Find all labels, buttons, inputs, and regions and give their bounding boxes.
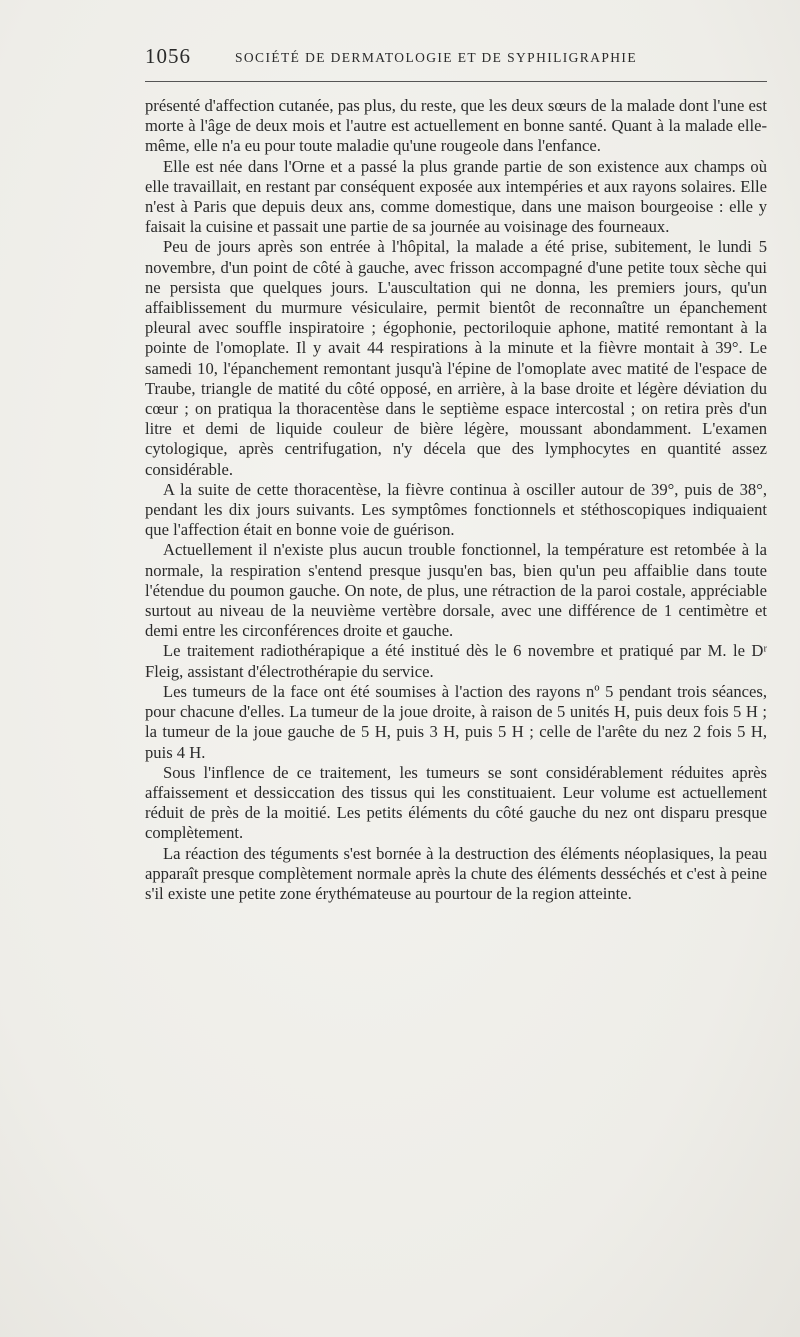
paragraph-origin: Elle est née dans l'Orne et a passé la plus grande partie de son existence aux champs où elle travaillait, en restant par conséquent exposée aux intempéries et aux rayons solaires. Elle n'est à Paris que depuis deux ans, comme domestique, dans une maison bourgeoise : elle y faisait la cuisine et passait une partie de sa journée au voisinage des fourneaux. bbox=[145, 156, 767, 237]
header-rule bbox=[145, 81, 767, 82]
paragraph-family-history: présenté d'affection cutanée, pas plus, du reste, que les deux sœurs de la malade dont l'une est morte à l'âge de deux mois et l'autre est actuellement en bonne santé. Quant à la malade elle-même, elle n'a eu pour toute maladie qu'une rougeole dans l'enfance. bbox=[145, 96, 767, 156]
paragraph-treatment: Le traitement radiothérapique a été institué dès le 6 novembre et pratiqué par M. le Dʳ Fleig, assistant d'électrothérapie du service. bbox=[145, 641, 767, 681]
paragraph-dosage: Les tumeurs de la face ont été soumises à l'action des rayons nº 5 pendant trois séances, pour chacune d'elles. La tumeur de la joue droite, à raison de 5 unités H, puis deux fois 5 H ; la tumeur de la joue gauche de 5 H, puis 3 H, puis 5 H ; celle de l'arête du nez 2 fois 5 H, puis 4 H. bbox=[145, 681, 767, 762]
page-header bbox=[145, 44, 767, 74]
page-number: 1056 bbox=[145, 44, 191, 68]
paragraph-pleurisy: Peu de jours après son entrée à l'hôpital, la malade a été prise, subitement, le lundi 5 novembre, d'un point de côté à gauche, avec frisson accompagné d'une petite toux sèche qui ne persista que quelques jours. L'auscultation qui ne donna, les premiers jours, qu'un affaiblissement du murmure vésiculaire, permit bientôt de reconnaître un épanchement pleural avec souffle inspiratoire ; égophonie, pectoriloquie aphone, matité remontant à la pointe de l'omoplate. Il y avait 44 respirations à la minute et la fièvre montait à 39°. Le samedi 10, l'épanchement remontant jusqu'à l'épine de l'omoplate avec matité de l'espace de Traube, triangle de matité du côté opposé, en arrière, à la base droite et légère déviation du cœur ; on pratiqua la thoracentèse dans le septième espace intercostal ; on retira près d'un litre et demi de liquide couleur de bière légère, moussant abondamment. L'examen cytologique, après centrifugation, n'y décela que des lymphocytes en quantité assez considérable. bbox=[145, 237, 767, 479]
paragraph-skin-reaction: La réaction des téguments s'est bornée à la destruction des éléments néoplasiques, la peau apparaît presque complètement normale après la chute des éléments desséchés et c'est à peine s'il existe une petite zone érythémateuse au pourtour de la region atteinte. bbox=[145, 843, 767, 903]
running-title: SOCIÉTÉ DE DERMATOLOGIE ET DE SYPHILIGRAPHIE bbox=[235, 50, 637, 65]
paragraph-result: Sous l'inflence de ce traitement, les tumeurs se sont considérablement réduites après affaissement et dessiccation des tissus qui les constituaient. Leur volume est actuellement réduit de près de la moitié. Les petits éléments du côté gauche du nez ont disparu presque complètement. bbox=[145, 762, 767, 843]
paragraph-current-state: Actuellement il n'existe plus aucun trouble fonctionnel, la température est retombée à la normale, la respiration s'entend presque jusqu'en bas, bien qu'un peu affaiblie dans toute l'étendue du poumon gauche. On note, de plus, une rétraction de la paroi costale, appréciable surtout au niveau de la neuvième vertèbre dorsale, avec une différence de 1 centimètre et demi entre les circonférences droite et gauche. bbox=[145, 540, 767, 641]
body-text bbox=[145, 96, 767, 904]
paragraph-fever: A la suite de cette thoracentèse, la fièvre continua à osciller autour de 39°, puis de 38°, pendant les dix jours suivants. Les symptômes fonctionnels et stéthoscopiques indiquaient que l'affection était en bonne voie de guérison. bbox=[145, 479, 767, 540]
